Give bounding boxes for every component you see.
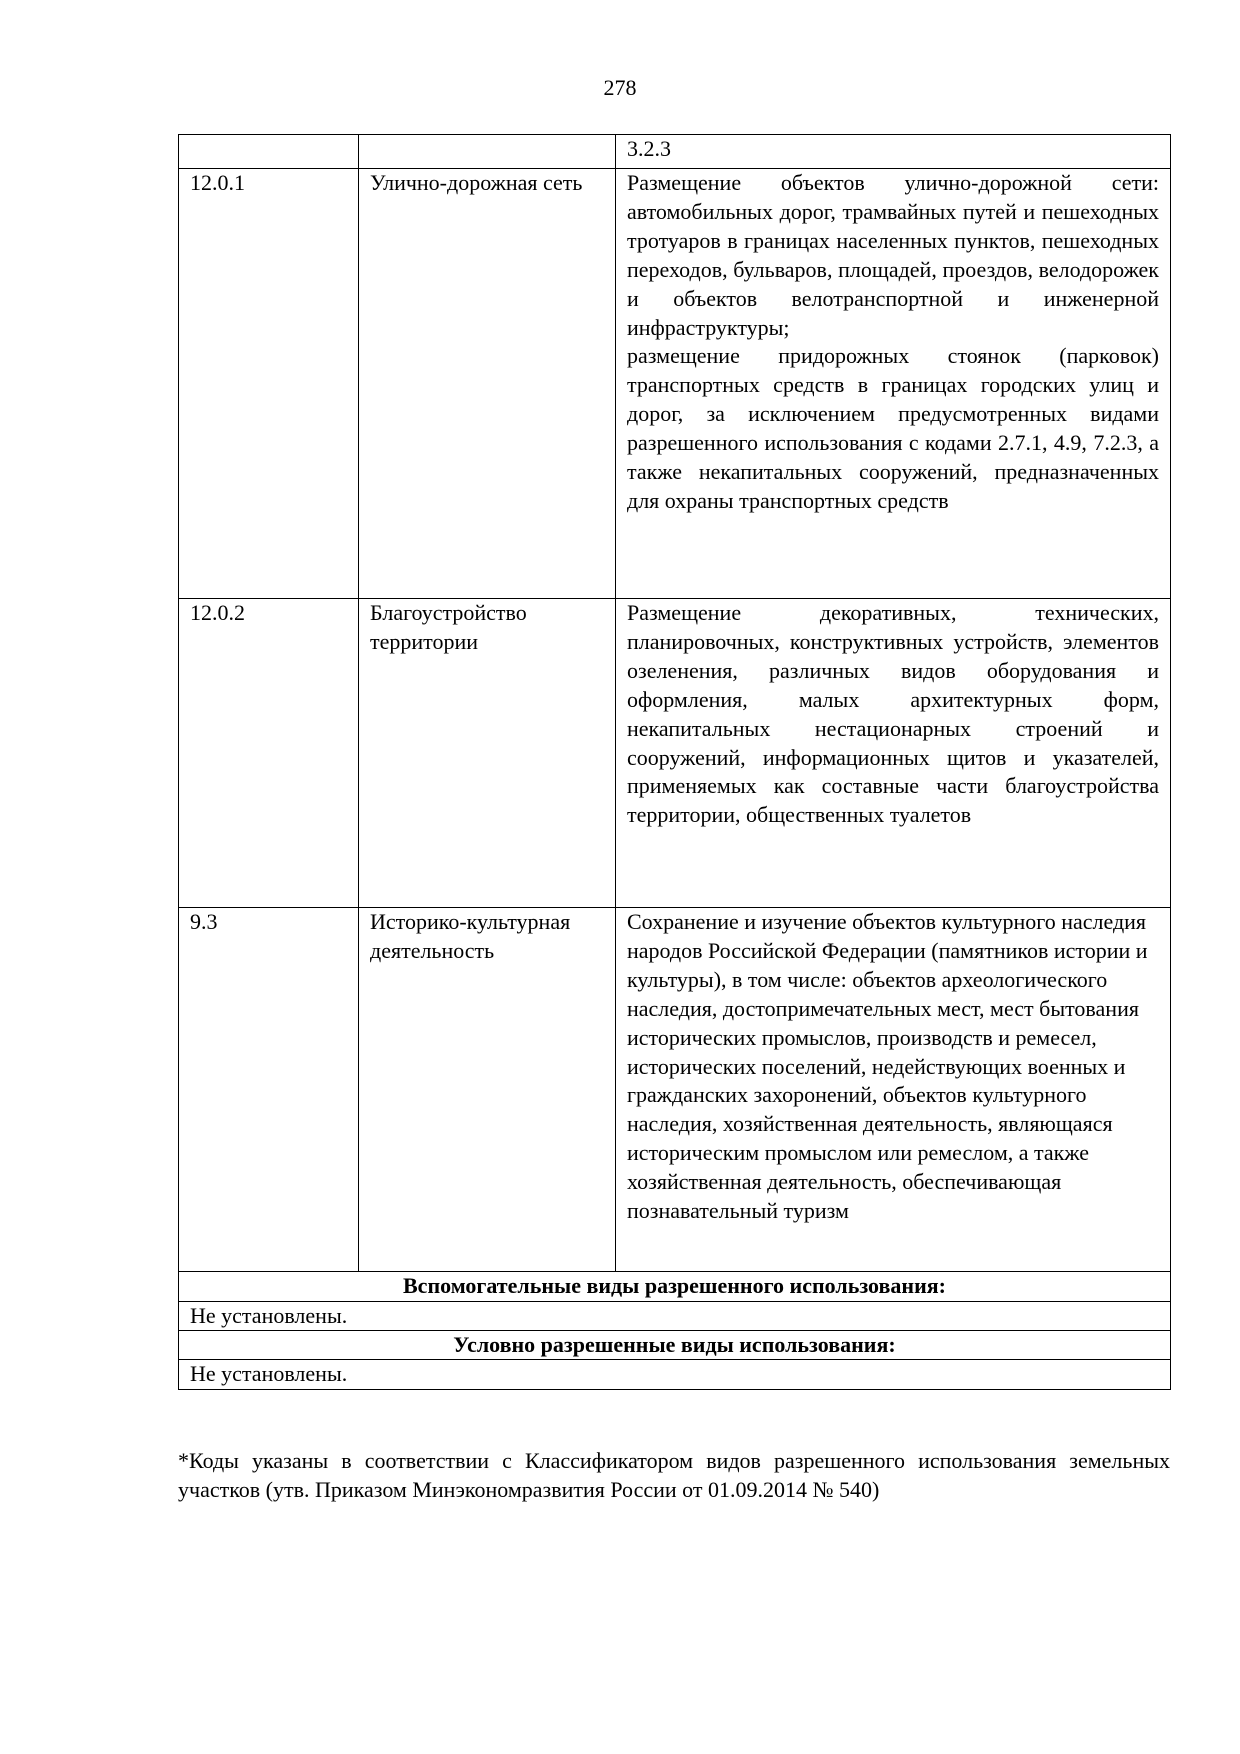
description-cell xyxy=(616,135,1171,169)
description-text: Сохранение и изучение объектов культурного наследия народов Российской Федерации (памятников истории и культуры), в том числе: объектов археологического наследия, достопримечательных мест, мест бытования исторических промыслов, производств и ремесел, исторических поселений, недействующих военных и гражданских захоронений, объектов культурного наследия, хозяйственная деятельность, являющаяся историческим промыслом или ремеслом, а также хозяйственная деятельность, обеспечивающая познавательный туризм xyxy=(627,909,1148,1224)
table-row xyxy=(179,1272,1171,1302)
table-row xyxy=(179,1302,1171,1331)
conditional-uses-value: Не установлены. xyxy=(179,1360,1171,1390)
name-cell: Улично-дорожная сеть xyxy=(359,169,616,599)
code-cell: 12.0.1 xyxy=(179,169,359,599)
name-cell: Благоустройство территории xyxy=(359,599,616,908)
description-text: Размещение объектов улично-дорожной сети: автомобильных дорог, трамвайных путей и пешеходных тротуаров в границах населенных пунктов, пешеходных переходов, бульваров, площадей, проездов, велодорожек и объектов велотранспортной и инженерной инфраструктуры; xyxy=(627,170,1159,340)
conditional-uses-heading: Условно разрешенные виды использования: xyxy=(179,1331,1171,1360)
code-cell: 12.0.2 xyxy=(179,599,359,908)
auxiliary-uses-heading: Вспомогательные виды разрешенного использования: xyxy=(179,1272,1171,1302)
description-text: размещение придорожных стоянок (парковок) транспортных средств в границах городских улиц и дорог, за исключением предусмотренных видами разрешенного использования с кодами 2.7.1, 4.9, 7.2.3, а также некапитальных сооружений, предназначенных для охраны транспортных средств xyxy=(627,343,1159,513)
description-text: Размещение декоративных, технических, планировочных, конструктивных устройств, элементов озеленения, различных видов оборудования и оформления, малых архитектурных форм, некапитальных нестационарных строений и сооружений, информационных щитов и указателей, применяемых как составные части благоустройства территории, общественных туалетов xyxy=(627,600,1159,828)
land-use-table xyxy=(178,134,1171,1390)
name-cell xyxy=(359,135,616,169)
description-cell xyxy=(616,169,1171,599)
footnote: *Коды указаны в соответствии с Классификатором видов разрешенного использования земельных участков (утв. Приказом Минэкономразвития России от 01.09.2014 № 540) xyxy=(178,1448,1170,1502)
table-row xyxy=(179,1360,1171,1390)
table-row xyxy=(179,1331,1171,1360)
table-row xyxy=(179,908,1171,1272)
description-cell xyxy=(616,908,1171,1272)
code-cell: 9.3 xyxy=(179,908,359,1272)
name-cell: Историко-культурная деятельность xyxy=(359,908,616,1272)
table-row xyxy=(179,599,1171,908)
table-row xyxy=(179,169,1171,599)
table-row xyxy=(179,135,1171,169)
description-cell xyxy=(616,599,1171,908)
page-number: 278 xyxy=(603,75,637,100)
auxiliary-uses-value: Не установлены. xyxy=(179,1302,1171,1331)
code-cell xyxy=(179,135,359,169)
description-text: 3.2.3 xyxy=(627,136,671,161)
